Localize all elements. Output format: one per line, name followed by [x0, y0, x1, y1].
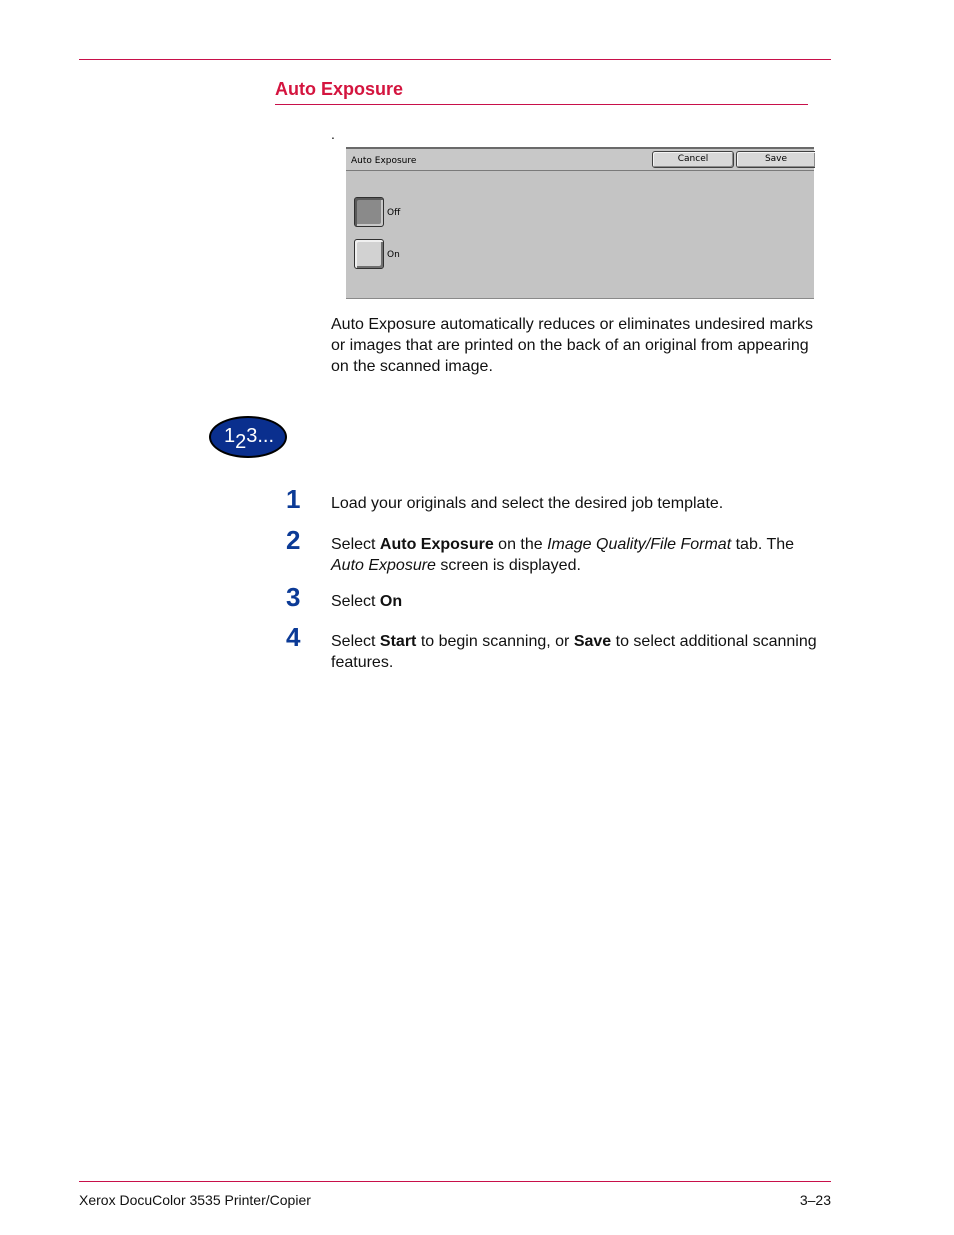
step-text-bold: Auto Exposure — [379, 536, 494, 553]
off-option-button[interactable] — [354, 197, 384, 227]
steps-icon-digit-1: 1 — [224, 425, 236, 447]
step-number: 2 — [286, 525, 301, 555]
step-text-part: tab. The — [731, 536, 795, 553]
auto-exposure-screen-image — [346, 147, 814, 299]
section-title: Auto Exposure — [275, 79, 404, 99]
step-text-part: on the — [493, 536, 548, 553]
step-text-part: to begin scanning, or — [416, 633, 574, 650]
step-text-bold: Start — [379, 633, 417, 650]
step-text-italic: Image Quality/File Format — [547, 536, 732, 553]
footer-product-name: Xerox DocuColor 3535 Printer/Copier — [79, 1192, 311, 1208]
steps-icon-digit-3: 3... — [246, 425, 275, 447]
step-text-part: Select — [331, 536, 380, 553]
steps-icon-digit-2: 2 — [235, 431, 247, 453]
on-option-button[interactable] — [354, 239, 384, 269]
stray-mark: . — [331, 126, 335, 142]
step-text-part: Select — [331, 593, 380, 610]
step-text-part: Load your originals and select the desired job template. — [331, 495, 724, 512]
step-number: 4 — [286, 622, 301, 652]
footer-rule — [79, 1181, 831, 1182]
step-text — [331, 534, 831, 576]
step-text-part: to select additional scanning features. — [331, 633, 817, 671]
step-text — [331, 591, 831, 612]
screen-titlebar — [346, 149, 814, 171]
on-option-label: On — [387, 250, 400, 260]
save-button[interactable]: Save — [736, 151, 815, 168]
description-paragraph: Auto Exposure automatically reduces or eliminates undesired marks or images that are printed on the back of an original from appearing on the scanned image. — [331, 316, 814, 375]
numbered-steps-icon — [209, 416, 287, 458]
steps-icon-label — [224, 425, 275, 453]
step-text-part: screen is displayed. — [435, 557, 581, 574]
step-text-bold: On — [379, 593, 403, 610]
step-number: 3 — [286, 582, 301, 612]
screen-title: Auto Exposure — [351, 156, 417, 166]
step-text-italic: Auto Exposure — [331, 557, 436, 574]
cancel-button[interactable]: Cancel — [652, 151, 734, 168]
off-option-label: Off — [387, 208, 401, 218]
step-text — [331, 631, 831, 673]
step-text-part: Select — [331, 633, 380, 650]
step-number: 1 — [286, 484, 301, 514]
footer-page-number: 3–23 — [799, 1192, 831, 1208]
step-text-bold: Save — [573, 633, 612, 650]
title-underline — [275, 104, 808, 105]
top-rule — [79, 59, 831, 60]
step-text — [331, 493, 831, 514]
